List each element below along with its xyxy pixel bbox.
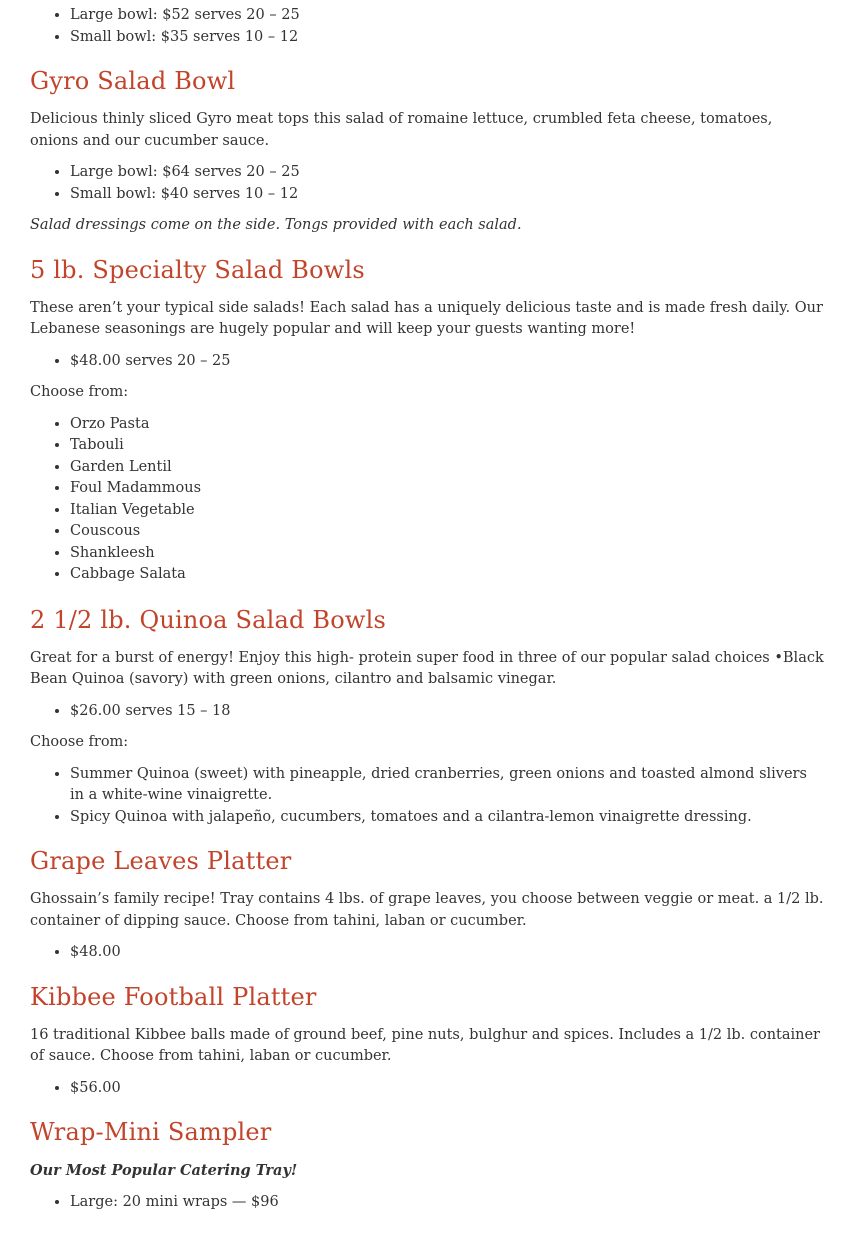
list-item: • $26.00 serves 15 – 18 xyxy=(70,701,825,723)
specialty-choose-label: Choose from: xyxy=(30,384,129,400)
quinoa-title: 2 1/2 lb. Quinoa Salad Bowls xyxy=(30,605,387,634)
specialty-title: 5 lb. Specialty Salad Bowls xyxy=(30,255,365,284)
list-item: • Spicy Quinoa with jalapeño, cucumbers, tomatoes and a cilantra-lemon vinaigrette dressing. xyxy=(70,807,825,829)
quinoa-desc: Great for a burst of energy! Enjoy this high- protein super food in three of our popular salad choices •Black Bean Quinoa (savory) with green onions, cilantro and balsamic vinegar. xyxy=(30,649,824,687)
specialty-desc: These aren’t your typical side salads! Each salad has a uniquely delicious taste and is made fresh daily. Our Lebanese seasonings are hugely popular and will keep your guests wanting more! xyxy=(30,299,823,337)
list-item: • Small bowl: $35 serves 10 – 12 xyxy=(70,27,825,49)
list-item: • $48.00 serves 20 – 25 xyxy=(70,351,825,373)
list-item: • Large bowl: $52 serves 20 – 25 xyxy=(70,5,825,27)
quinoa-options xyxy=(30,764,825,829)
gyro-price-list xyxy=(30,162,825,205)
specialty-options xyxy=(30,414,825,586)
gyro-title: Gyro Salad Bowl xyxy=(30,67,236,95)
wrap-tagline: Our Most Popular Catering Tray! xyxy=(30,1162,298,1179)
list-item: • Tabouli xyxy=(70,435,825,457)
kibbee-title: Kibbee Football Platter xyxy=(30,982,317,1011)
list-item: • Large bowl: $64 serves 20 – 25 xyxy=(70,162,825,184)
gyro-note: Salad dressings come on the side. Tongs provided with each salad. xyxy=(30,217,522,233)
wrap-title: Wrap-Mini Sampler xyxy=(30,1118,272,1146)
list-item: • Summer Quinoa (sweet) with pineapple, dried cranberries, green onions and toasted almond slivers in a white-wine vinaigrette. xyxy=(70,764,825,807)
specialty-price-list xyxy=(30,351,825,373)
list-item: • Orzo Pasta xyxy=(70,414,825,436)
wrap-price-list xyxy=(30,1192,825,1214)
kibbee-desc: 16 traditional Kibbee balls made of ground beef, pine nuts, bulghur and spices. Includes a 1/2 lb. container of sauce. Choose from tahini, laban or cucumber. xyxy=(30,1026,820,1064)
list-item: • Small bowl: $40 serves 10 – 12 xyxy=(70,184,825,206)
grape-title: Grape Leaves Platter xyxy=(30,847,292,875)
list-item: • Large: 20 mini wraps — $96 xyxy=(70,1192,825,1214)
list-item: • Foul Madammous xyxy=(70,478,825,500)
kibbee-price-list xyxy=(30,1078,825,1100)
grape-desc: Ghossain’s family recipe! Tray contains 4 lbs. of grape leaves, you choose between veggie or meat. a 1/2 lb. container of dipping sauce. Choose from tahini, laban or cucumber. xyxy=(30,891,824,929)
list-item: • $56.00 xyxy=(70,1078,825,1100)
quinoa-choose-label: Choose from: xyxy=(30,734,129,750)
quinoa-price-list xyxy=(30,701,825,723)
list-item: • $48.00 xyxy=(70,942,825,964)
grape-price-list xyxy=(30,942,825,964)
top-price-list xyxy=(30,5,825,48)
list-item: • Shankleesh xyxy=(70,543,825,565)
list-item: • Couscous xyxy=(70,521,825,543)
gyro-desc: Delicious thinly sliced Gyro meat tops this salad of romaine lettuce, crumbled feta cheese, tomatoes, onions and our cucumber sauce. xyxy=(30,111,773,149)
menu-content xyxy=(30,0,825,1213)
list-item: • Italian Vegetable xyxy=(70,500,825,522)
list-item: • Cabbage Salata xyxy=(70,564,825,586)
list-item: • Garden Lentil xyxy=(70,457,825,479)
